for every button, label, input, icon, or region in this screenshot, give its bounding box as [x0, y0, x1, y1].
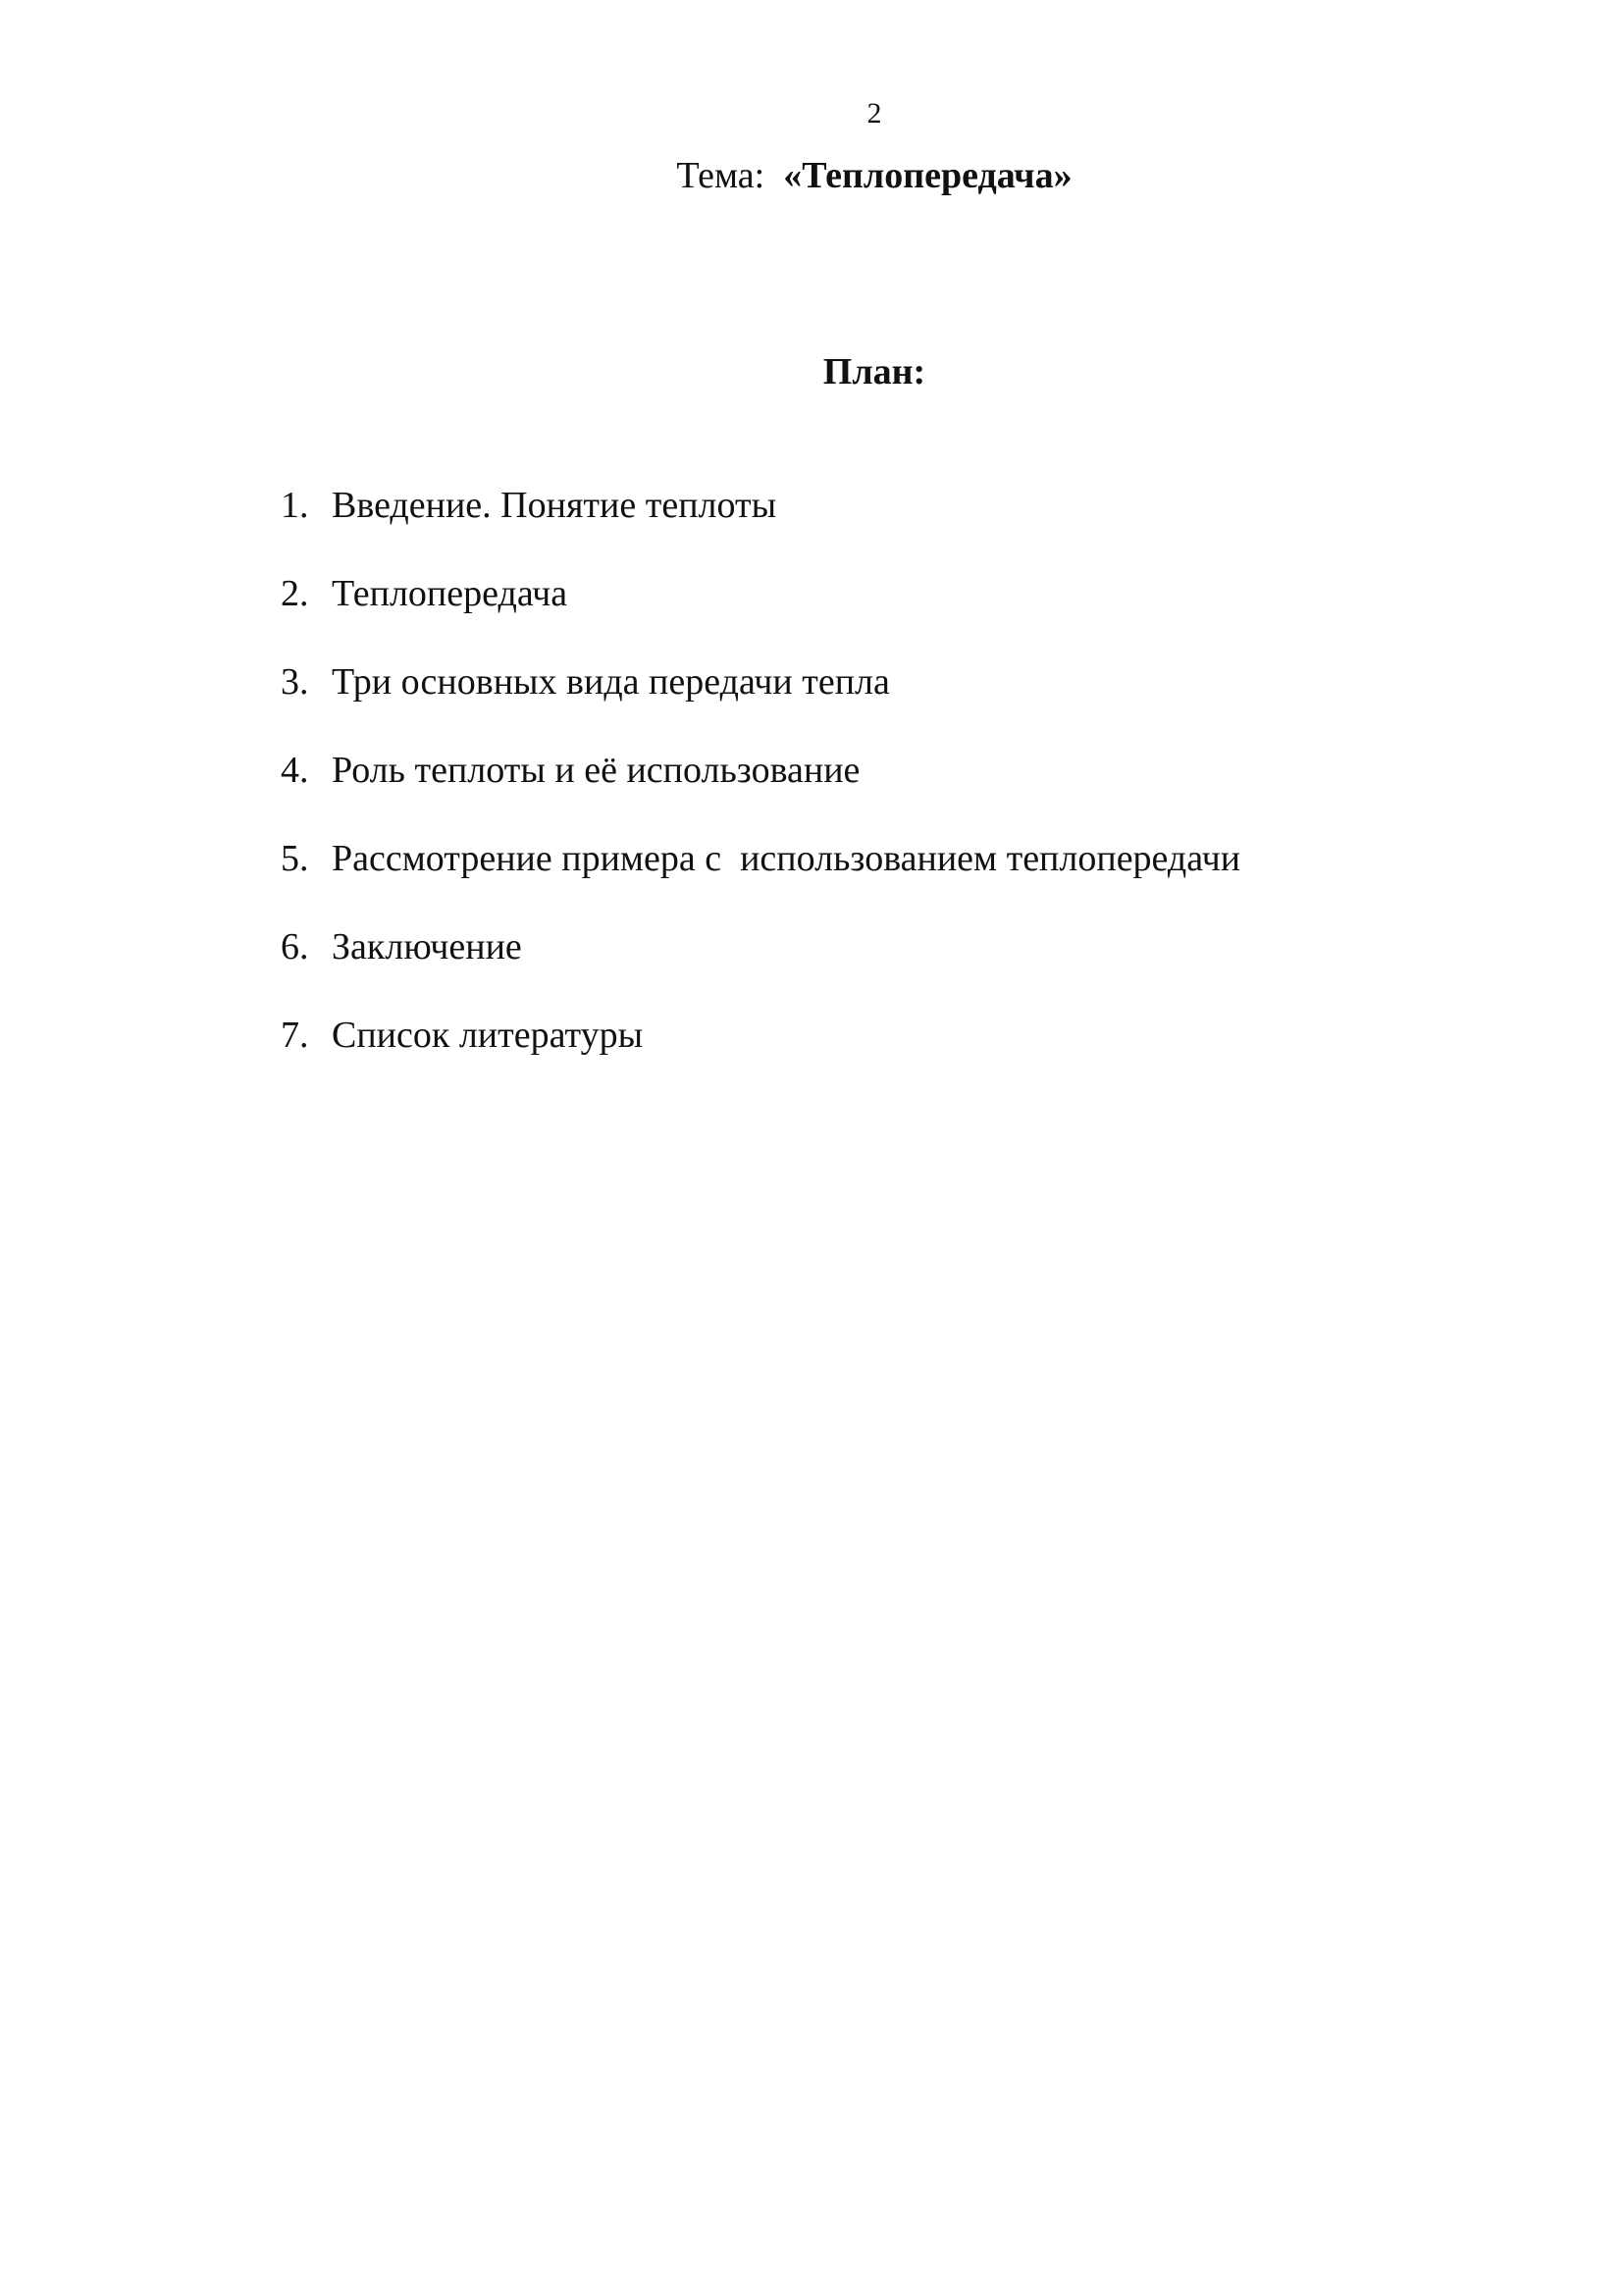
plan-item-text: Рассмотрение примера с использованием теплопередачи	[332, 838, 1241, 879]
page-number: 2	[866, 97, 882, 130]
plan-heading: План:	[822, 351, 926, 392]
topic-line	[0, 153, 1624, 198]
plan-item-number: 3.	[281, 661, 309, 703]
topic-title: «Теплопередача»	[783, 155, 1073, 196]
plan-item-text: Введение. Понятие теплоты	[332, 485, 777, 526]
plan-item-text: Заключение	[332, 926, 522, 967]
plan-item-number: 1.	[281, 485, 309, 526]
plan-item-number: 7.	[281, 1015, 309, 1056]
plan-item-text: Список литературы	[332, 1015, 644, 1056]
plan-item-number: 2.	[281, 573, 309, 614]
plan-item-references	[281, 1013, 1458, 1101]
topic-label: Тема:	[676, 155, 784, 196]
plan-item-conclusion	[281, 924, 1458, 1013]
plan-item-example	[281, 836, 1458, 924]
plan-list	[281, 483, 1458, 1101]
plan-item-text: Теплопередача	[332, 573, 568, 614]
plan-item-number: 6.	[281, 926, 309, 967]
plan-item-introduction	[281, 483, 1458, 571]
plan-item-text: Три основных вида передачи тепла	[332, 661, 890, 703]
plan-item-role-of-heat	[281, 748, 1458, 836]
plan-item-text: Роль теплоты и её использование	[332, 750, 861, 791]
plan-item-three-types	[281, 659, 1458, 748]
plan-item-heat-transfer	[281, 571, 1458, 659]
plan-item-number: 5.	[281, 838, 309, 879]
plan-item-number: 4.	[281, 750, 309, 791]
